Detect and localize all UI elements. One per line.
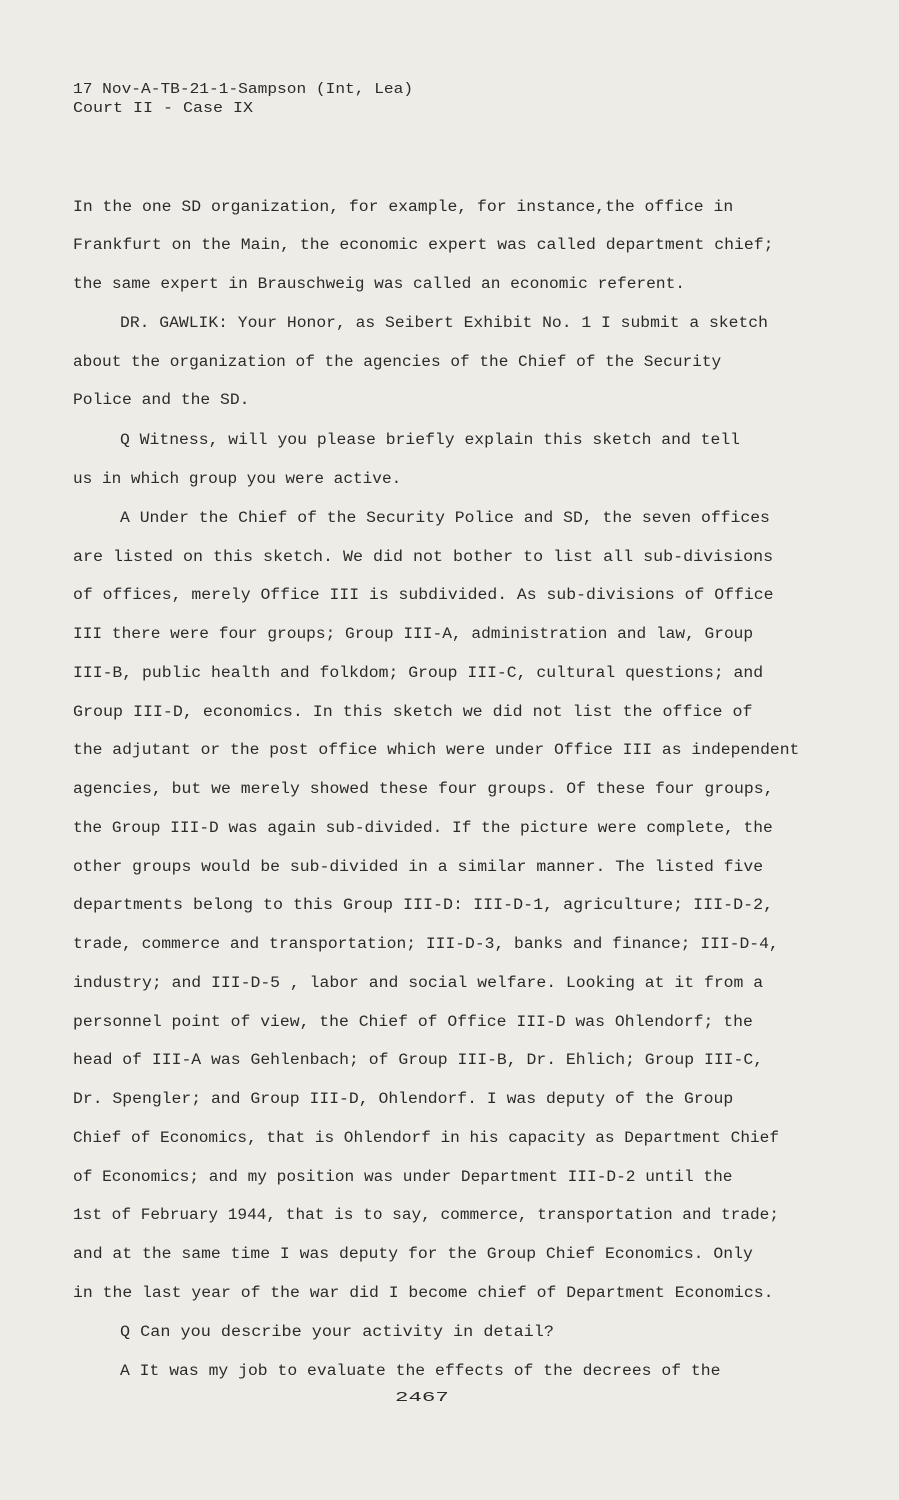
body-line: in the last year of the war did I become chief of Department Economics. [73, 1284, 774, 1302]
body-line: A Under the Chief of the Security Police and SD, the seven offices [120, 509, 770, 527]
body-line: personnel point of view, the Chief of Office III-D was Ohlendorf; the [73, 1013, 753, 1031]
body-line: industry; and III-D-5 , labor and social welfare. Looking at it from a [73, 974, 764, 992]
body-line: Dr. Spengler; and Group III-D, Ohlendorf. I was deputy of the Group [73, 1090, 734, 1108]
body-line: Q Can you describe your activity in detail? [120, 1323, 554, 1341]
body-line: the adjutant or the post office which were under Office III as independent [73, 741, 800, 759]
body-line: are listed on this sketch. We did not bother to list all sub-divisions [73, 548, 774, 566]
header-line-1: 17 Nov-A-TB-21-1-Sampson (Int, Lea) [73, 81, 414, 98]
body-line: the Group III-D was again sub-divided. If the picture were complete, the [73, 819, 773, 837]
body-line: Frankfurt on the Main, the economic expert was called department chief; [73, 236, 774, 254]
body-line: trade, commerce and transportation; III-D-3, banks and finance; III-D-4, [73, 935, 779, 953]
header-line-2: Court II - Case IX [73, 100, 254, 117]
body-line: 1st of February 1944, that is to say, commerce, transportation and trade; [73, 1206, 780, 1224]
body-line: of offices, merely Office III is subdivided. As sub-divisions of Office [73, 586, 774, 604]
body-line: III there were four groups; Group III-A, administration and law, Group [73, 625, 754, 643]
body-line: A It was my job to evaluate the effects of the decrees of the [120, 1362, 721, 1380]
body-line: us in which group you were active. [73, 470, 402, 488]
body-line: In the one SD organization, for example, for instance,the office in [73, 198, 734, 216]
body-line: about the organization of the agencies of the Chief of the Security [73, 353, 722, 371]
body-line: Q Witness, will you please briefly explain this sketch and tell [120, 431, 740, 449]
page-number: 2467 [395, 1390, 449, 1406]
body-line: Chief of Economics, that is Ohlendorf in his capacity as Department Chief [73, 1129, 780, 1147]
body-line: Group III-D, economics. In this sketch we did not list the office of [73, 703, 753, 721]
body-line: of Economics; and my position was under Department III-D-2 until the [73, 1168, 733, 1186]
body-line: III-B, public health and folkdom; Group III-C, cultural questions; and [73, 664, 764, 682]
body-line: the same expert in Brauschweig was called an economic referent. [73, 275, 685, 293]
body-line: and at the same time I was deputy for the Group Chief Economics. Only [73, 1245, 753, 1263]
body-line: Police and the SD. [73, 391, 250, 409]
body-line: departments belong to this Group III-D: III-D-1, agriculture; III-D-2, [73, 896, 774, 914]
body-line: agencies, but we merely showed these four groups. Of these four groups, [73, 780, 774, 798]
body-line: head of III-A was Gehlenbach; of Group III-B, Dr. Ehlich; Group III-C, [73, 1051, 764, 1069]
body-line: DR. GAWLIK: Your Honor, as Seibert Exhibit No. 1 I submit a sketch [120, 314, 768, 332]
body-line: other groups would be sub-divided in a similar manner. The listed five [73, 858, 764, 876]
